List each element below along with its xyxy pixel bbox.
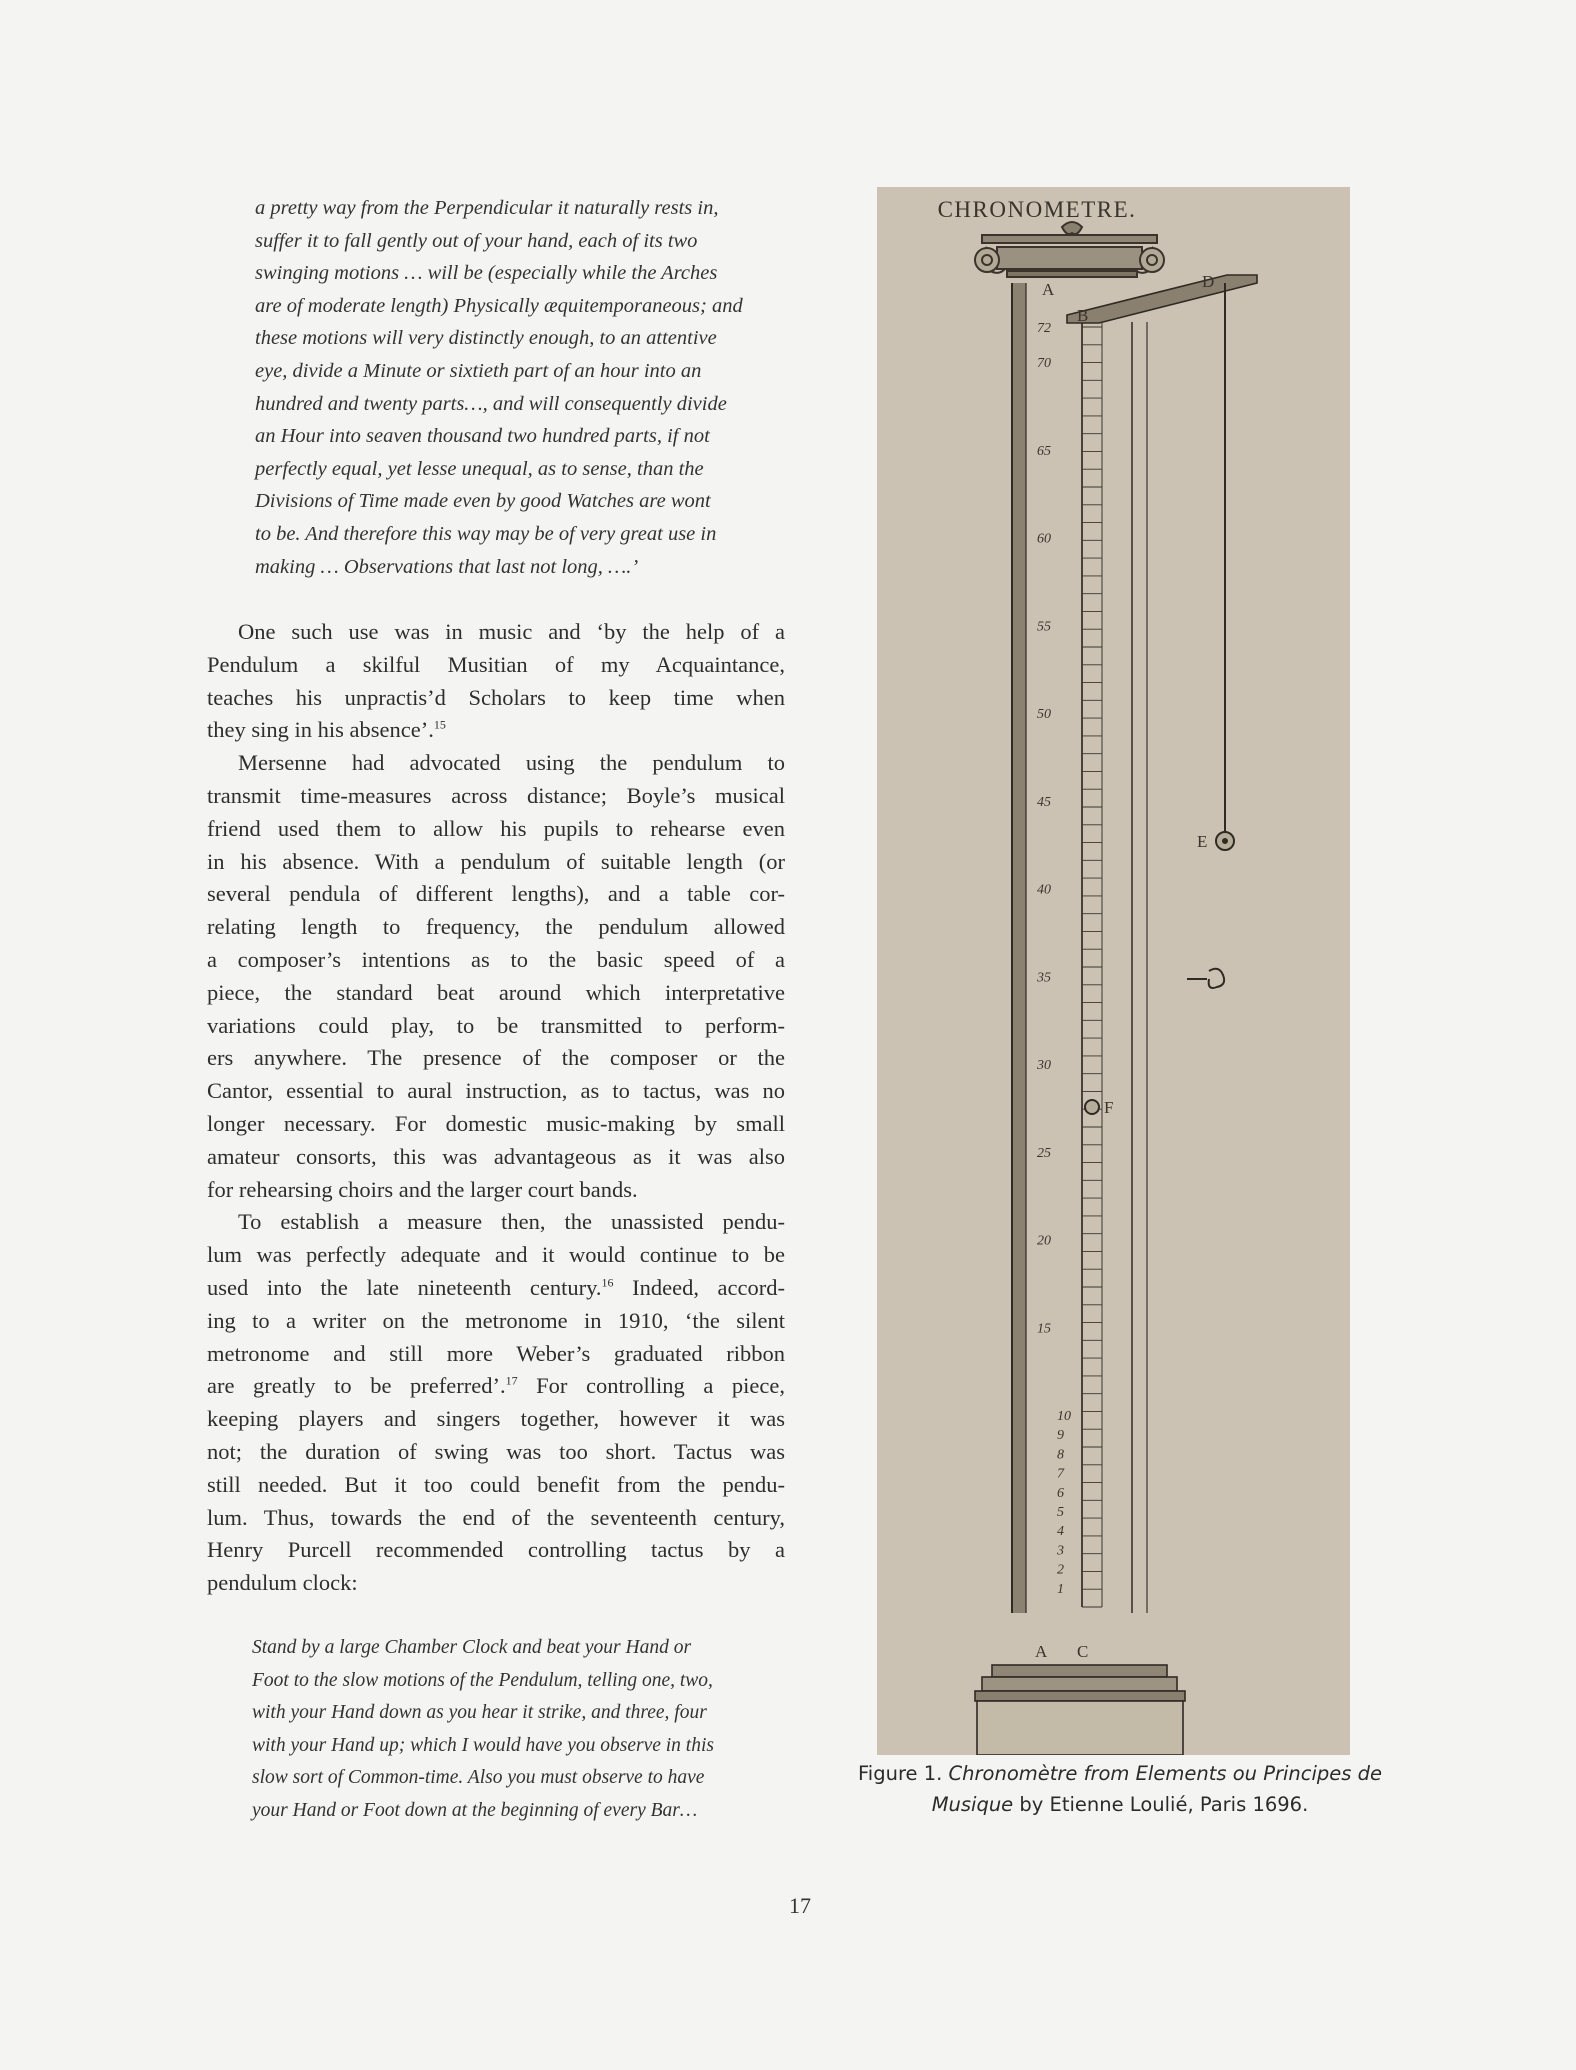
engraving-drawing [877,187,1350,1755]
caption-title: Chronomètre from Elements ou Principes de Musique [931,1762,1382,1816]
caption-prefix: Figure 1. [858,1762,949,1785]
column-base [975,1665,1185,1755]
label-c: C [1077,1642,1089,1661]
quote-line: Foot to the slow motions of the Pendulum, telling one, two, [252,1669,713,1691]
label-a-bottom: A [1035,1642,1048,1661]
quote-line: these motions will very distinctly enough, to an attentive [255,327,717,350]
text-line: they sing in his absence’.$^{15}$ [207,717,446,743]
text-line: still needed. But it too could benefit from the pendu- [207,1471,785,1497]
scale-label: 25 [1037,1145,1051,1161]
column-capital [975,222,1164,277]
text-line: are greatly to be preferred’.$^{17}$ For controlling a piece, [207,1373,785,1399]
label-a-top: A [1042,280,1055,299]
quote-line: an Hour into seaven thousand two hundred parts, if not [255,425,710,448]
text-line: lum was perfectly adequate and it would continue to be [207,1242,785,1268]
quote-line: a pretty way from the Perpendicular it naturally rests in, [255,197,719,219]
text-line: piece, the standard beat around which interpretative [207,979,785,1005]
quote-line: are of moderate length) Physically æquitemporaneous; and [255,294,743,317]
engraving-title: CHRONOMETRE. [937,197,1137,222]
text-line: keeping players and singers together, however it was [207,1406,785,1432]
figure-caption [820,1758,1420,1820]
text-line: ers anywhere. The presence of the composer or the [207,1045,785,1071]
label-f: F [1104,1098,1114,1117]
scale-label: 45 [1037,794,1051,810]
text-line: friend used them to allow his pupils to rehearse even [207,815,785,841]
scale-label: 72 [1037,321,1051,336]
scale-label: 9 [1057,1428,1064,1444]
graduated-scale [1082,317,1102,1607]
scale-label: 8 [1057,1447,1064,1463]
text-line: in his absence. With a pendulum of suitable length (or [207,848,785,874]
caption-suffix: by Etienne Loulié, Paris 1696. [1013,1793,1309,1816]
scale-label: 50 [1037,707,1051,723]
text-line: Henry Purcell recommended controlling tactus by a [207,1537,785,1563]
quote-line: suffer it to fall gently out of your hand, each of its two [255,229,698,252]
scale-label: 70 [1037,356,1051,372]
text-line: ing to a writer on the metronome in 1910, ‘the silent [207,1307,785,1333]
text-line: for rehearsing choirs and the larger court bands. [207,1176,638,1202]
scale-label: 30 [1037,1058,1051,1074]
scale-label: 55 [1037,619,1051,635]
scale-label: 60 [1037,531,1051,547]
scale-label: 35 [1037,970,1051,986]
text-line: amateur consorts, this was advantageous as it was also [207,1143,785,1169]
label-e: E [1197,832,1208,851]
scale-label: 1 [1057,1581,1064,1597]
text-line: used into the late nineteenth century.$^{16}$ Indeed, accord- [207,1274,785,1300]
text-line: pendulum clock: [207,1570,358,1596]
quote-line: slow sort of Common-time. Also you must observe to have [252,1767,705,1788]
scale-label: 2 [1057,1562,1064,1578]
block-quote-boyle [255,192,755,583]
scale-label: 5 [1057,1505,1064,1520]
text-line: metronome and still more Weber’s graduated ribbon [207,1340,785,1366]
scale-label: 65 [1037,443,1051,459]
quote-line: making … Observations that last not long, ….’ [255,555,639,578]
page-number: 17 [789,1893,811,1918]
text-line: relating length to frequency, the pendulum allowed [207,914,785,940]
quote-line: swinging motions … will be (especially while the Arches [255,262,718,285]
label-d: D [1202,272,1215,291]
scale-label: 7 [1057,1466,1064,1482]
label-b: B [1077,306,1089,325]
text-line: not; the duration of swing was too short. Tactus was [207,1438,785,1464]
scale-label: 20 [1037,1233,1051,1249]
pendulum-arm [1067,275,1257,1114]
chronometre-engraving [877,187,1350,1755]
text-line: several pendula of different lengths), and a table cor- [207,881,785,907]
scale-label: 15 [1037,1321,1051,1337]
quote-line: eye, divide a Minute or sixtieth part of an hour into an [255,359,702,382]
text-line: variations could play, to be transmitted to perform- [207,1012,785,1038]
footnote-marker[interactable]: 17 [505,1373,518,1388]
quote-line: Divisions of Time made even by good Watches are wont [255,490,711,513]
text-line: One such use was in music and ‘by the help of a [238,619,785,644]
quote-line: hundred and twenty parts…, and will consequently divide [255,392,727,415]
scale-label: 40 [1037,882,1051,898]
text-line: Cantor, essential to aural instruction, as to tactus, was no [207,1078,785,1104]
quote-line: perfectly equal, yet lesse unequal, as to sense, than the [255,457,704,480]
scale-label: 10 [1057,1409,1071,1424]
quote-line: your Hand or Foot down at the beginning of every Bar… [252,1799,698,1821]
text-line: To establish a measure then, the unassisted pendu- [238,1209,785,1235]
scale-label: 3 [1057,1543,1064,1559]
footnote-marker[interactable]: 15 [433,717,446,732]
column-shaft [1012,283,1147,1613]
footnote-marker[interactable]: 16 [601,1275,614,1290]
text-line: Mersenne had advocated using the pendulum to [238,750,785,776]
scale-label: 4 [1057,1524,1064,1540]
text-line: Pendulum a skilful Musitian of my Acquaintance, [207,651,785,677]
quote-line: with your Hand down as you hear it strike, and three, four [252,1702,707,1723]
body-text [207,616,785,1600]
quote-line: to be. And therefore this way may be of very great use in [255,522,717,545]
block-quote-purcell [252,1632,772,1827]
text-line: teaches his unpractis’d Scholars to keep time when [207,684,785,710]
quote-line: Stand by a large Chamber Clock and beat your Hand or [252,1637,692,1658]
text-line: transmit time-measures across distance; Boyle’s musical [207,782,785,808]
text-line: longer necessary. For domestic music-making by small [207,1110,785,1136]
scale-label: 6 [1057,1485,1064,1501]
text-line: lum. Thus, towards the end of the seventeenth century, [207,1504,785,1530]
text-line: a composer’s intentions as to the basic speed of a [207,946,785,972]
quote-line: with your Hand up; which I would have you observe in this [252,1734,714,1756]
